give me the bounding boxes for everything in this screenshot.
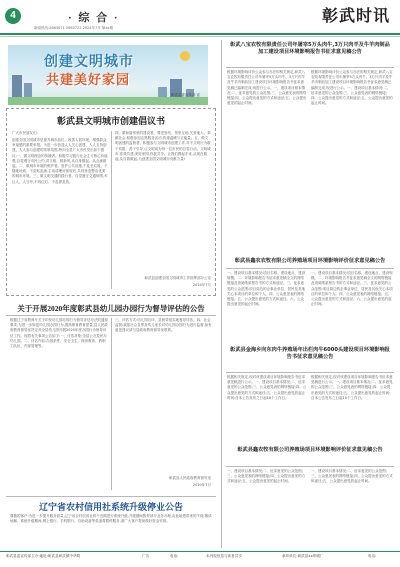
- footer-rule: [0, 551, 400, 552]
- notice2-body: 一、建设项目基本情况:项目名称、建设地点、建设规模。二、环境影响报告书征求意见稿全文的网络链接及查阅纸质报告书的方式和途径。三、征求意见的公众范围:项目周边的企事业单位、居民及其他关心本项目的单位和个人。四、公众意见表的网络链接。五、公众提出意见的方式和途径。六、公众提出意见的起止时间。: [227, 271, 306, 307]
- notice2-title: 彰武县鑫农农牧有限公司养殖场项目环境影响评价征求意见稿公告: [234, 258, 386, 264]
- notice3-body: 根据相关规定,现对该建设项目环境影响报告书征求意见稿进行公示。一、建设项目基本情况;二、征求意见的公众范围;三、公众意见表的网络链接;四、公众提出意见的方式和途径;五、公众提出意见的起止时间:自本公告发布之日起10个工作日。: [227, 375, 307, 400]
- notice4-body: 一、建设项目基本情况;二、征求意见的公众范围;三、公众意见表的网络链接;四、公众提出意见的方式和途径;五、公众提出意见的起止时间。: [227, 469, 306, 484]
- balloon-icon: [180, 51, 190, 61]
- article1-body-left: 创建全国文明城市是提升城市品位、改善人居环境、增强群众幸福感的重要举措。为进一步营造人人关心创建、人人支持创建、人人参与创建的浓厚氛围,特向全县广大市民发出如下倡议:一、做文明理念的传播者。积极学习践行社会主义核心价值观,自觉遵守市民公约,讲文明、树新风,从自身做起、从点滴做起。二、做城市环境的维护者。爱护公共设施,不乱丢垃圾、不随地吐痰、不乱贴乱画,主动清理房前屋后,共同营造整洁优美的城市环境。三、做文明交通的践行者。自觉遵守交通规则,车让人、人守序,不闯红灯、不乱停乱放。: [12, 138, 108, 184]
- article1-salutation: 广大市民朋友们:: [12, 131, 38, 135]
- article2-title-rule: [6, 315, 216, 316]
- notice1-title: 彰武八宝农牧有限责任公司年屠宰5万头肉牛,3万只肉羊及牛羊肉制品加工建设项目环境影响报告书征求意见稿公告: [230, 42, 390, 56]
- article2-body-right: 三、评估方式:幼儿园自评、县督导组实地督导评估。四、社会监督:欢迎社会各界及幼儿家长对幼儿园办园行为进行监督,如有意见建议请与县政府教育督导室联系。: [115, 318, 212, 333]
- notice4-title: 彰武县鑫农牧有限公司养殖场项目环境影响评价征求意见稿公告: [237, 447, 383, 453]
- notice3-body-col2: 根据相关规定,现对该建设项目环境影响报告书征求意见稿进行公示。一、建设项目基本情况;二、征求意见的公众范围;三、公众意见表的网络链接;四、公众提出意见的方式和途径;五、公众提出意见的起止时间:自本公告发布之日起10个工作日。: [311, 375, 393, 400]
- article1-body-right: 四、做和谐邻里的建设者。尊老爱幼、邻里互助,关爱他人、奉献社会,积极参加志愿服务活动,传递温暖与正能量。五、做文明创建的监督者。积极参与文明城市创建工作,对不文明行为敢于劝阻、善于引导,让文明成为每一位市民的自觉行动。文明城市,你我共建;美好家园,你我共享。让我们携起手来,从现在做起,从自我做起,为创建全国文明城市贡献力量!: [115, 131, 211, 162]
- notice1-body: 根据环境影响评价公众参与办法的相关规定,彰武八宝农牧有限责任公司年屠宰5万头肉牛、3万只肉羊及牛羊肉制品加工建设项目环境影响报告书征求意见稿已编制完成,现进行公示。一、建设项目基本情况;二、征求意见的公众范围;三、公众意见表的网络链接;四、公众提出意见的方式和途径;五、公众提出意见的起止时间。: [227, 70, 307, 106]
- banner-headline: 创建文明城市: [44, 53, 134, 69]
- article2-signature: 彰武县人民政府教育督导室: [169, 476, 211, 480]
- banner-credit: 彰武县委宣传部 宣: [170, 93, 200, 97]
- masthead-title: 彰武时讯: [321, 8, 390, 25]
- article1-date: 2024年7月: [192, 283, 211, 287]
- footer-printer: 承印单位:彰武县xx印刷厂: [282, 554, 324, 558]
- notice2-body-col2: 一、建设项目基本情况:项目名称、建设地点、建设规模。二、环境影响报告书征求意见稿全文的网络链接及查阅纸质报告书的方式和途径。三、征求意见的公众范围:项目周边的企事业单位、居民及其他关心本项目的单位和个人。四、公众意见表的网络链接。五、公众提出意见的方式和途径。六、公众提出意见的起止时间。: [311, 271, 393, 307]
- article2-body-left: 根据辽宁省教育厅关于印发幼儿园办园行为督导评估办法的通知要求,为进一步规范幼儿园办园行为,提高保育教育质量,县人民政府教育督导室决定对全县幼儿园开展2020年度办园行为督导评估工作。现将有关事项公告如下:一、评估对象:全县公办及民办幼儿园。二、评估内容:办园条件、安全卫生、保育教育、教职工队伍、内部管理等。: [10, 318, 108, 349]
- footer-ad-label: 广告: [142, 554, 150, 558]
- article3-title: 辽宁省农村信用社系统升级停业公告: [38, 502, 183, 512]
- header-rule-thin: [0, 36, 400, 37]
- article1-title: 彰武县文明城市创建倡议书: [56, 116, 165, 126]
- article1-column-divider: [111, 131, 112, 289]
- article2-column-divider: [111, 318, 112, 490]
- notice1-body-col2: 根据环境影响评价公众参与办法的相关规定,彰武八宝农牧有限责任公司年屠宰5万头肉牛、3万只肉羊及牛羊肉制品加工建设项目环境影响报告书征求意见稿已编制完成,现进行公示。一、建设项目基本情况;二、征求意见的公众范围;三、公众意见表的网络链接;四、公众提出意见的方式和途径;五、公众提出意见的起止时间。: [311, 70, 393, 106]
- banner-grass: [8, 97, 208, 105]
- header-rule: [0, 33, 400, 35]
- notice2-rule: [226, 268, 394, 269]
- article1-signature: 彰武县创建全国文明城市工作指挥部办公室: [144, 276, 211, 280]
- right-column-divider: [221, 40, 222, 548]
- notice3-rule: [226, 372, 394, 373]
- page-number: 4: [5, 8, 21, 24]
- notice4-body-col2: 一、建设项目基本情况;二、征求意见的公众范围;三、公众意见表的网络链接;四、公众提出意见的方式和途径;五、公众提出意见的起止时间。: [311, 469, 393, 484]
- footer-phone-label: 电话:: [170, 554, 179, 558]
- civilization-banner: [8, 45, 208, 105]
- article2-date: 2020年7月: [192, 483, 211, 487]
- footer-publisher: 彰武县委宣传部主办·地址:彰武县彰武镇中华路: [6, 554, 81, 558]
- article3-body: 尊敬的客户:为进一步提升服务质量,辽宁省农村信用社将于近期进行系统升级,升级期间暂停部分业务办理,由此给您带来的不便,敬请谅解。系统升级期间,网上银行、手机银行、自助设备等渠道将暂停服务,请广大客户提前做好资金安排。: [10, 514, 212, 524]
- header-meta: 新闻热线:2663071 0963722 2024年7月 第xx期: [34, 26, 113, 30]
- banner-subheadline: 共建美好家园: [46, 72, 131, 87]
- notice3-title: 彰武县金海乡向东肉牛养殖场年出栏肉牛6000头建设项目环境影响报告书征求意见稿公告: [230, 347, 390, 361]
- notice1-rule: [226, 67, 394, 68]
- article2-title: 关于开展2020年度彰武县幼儿园办园行为督导评估的公告: [17, 304, 205, 313]
- section-name: · 综 合 ·: [68, 12, 120, 24]
- footer-share-note: 本刊视信息与读者共享: [206, 554, 242, 558]
- notice4-rule: [226, 466, 394, 467]
- article3-top-rule: [6, 496, 216, 497]
- footer-printer-phone: 电话:: [368, 554, 377, 558]
